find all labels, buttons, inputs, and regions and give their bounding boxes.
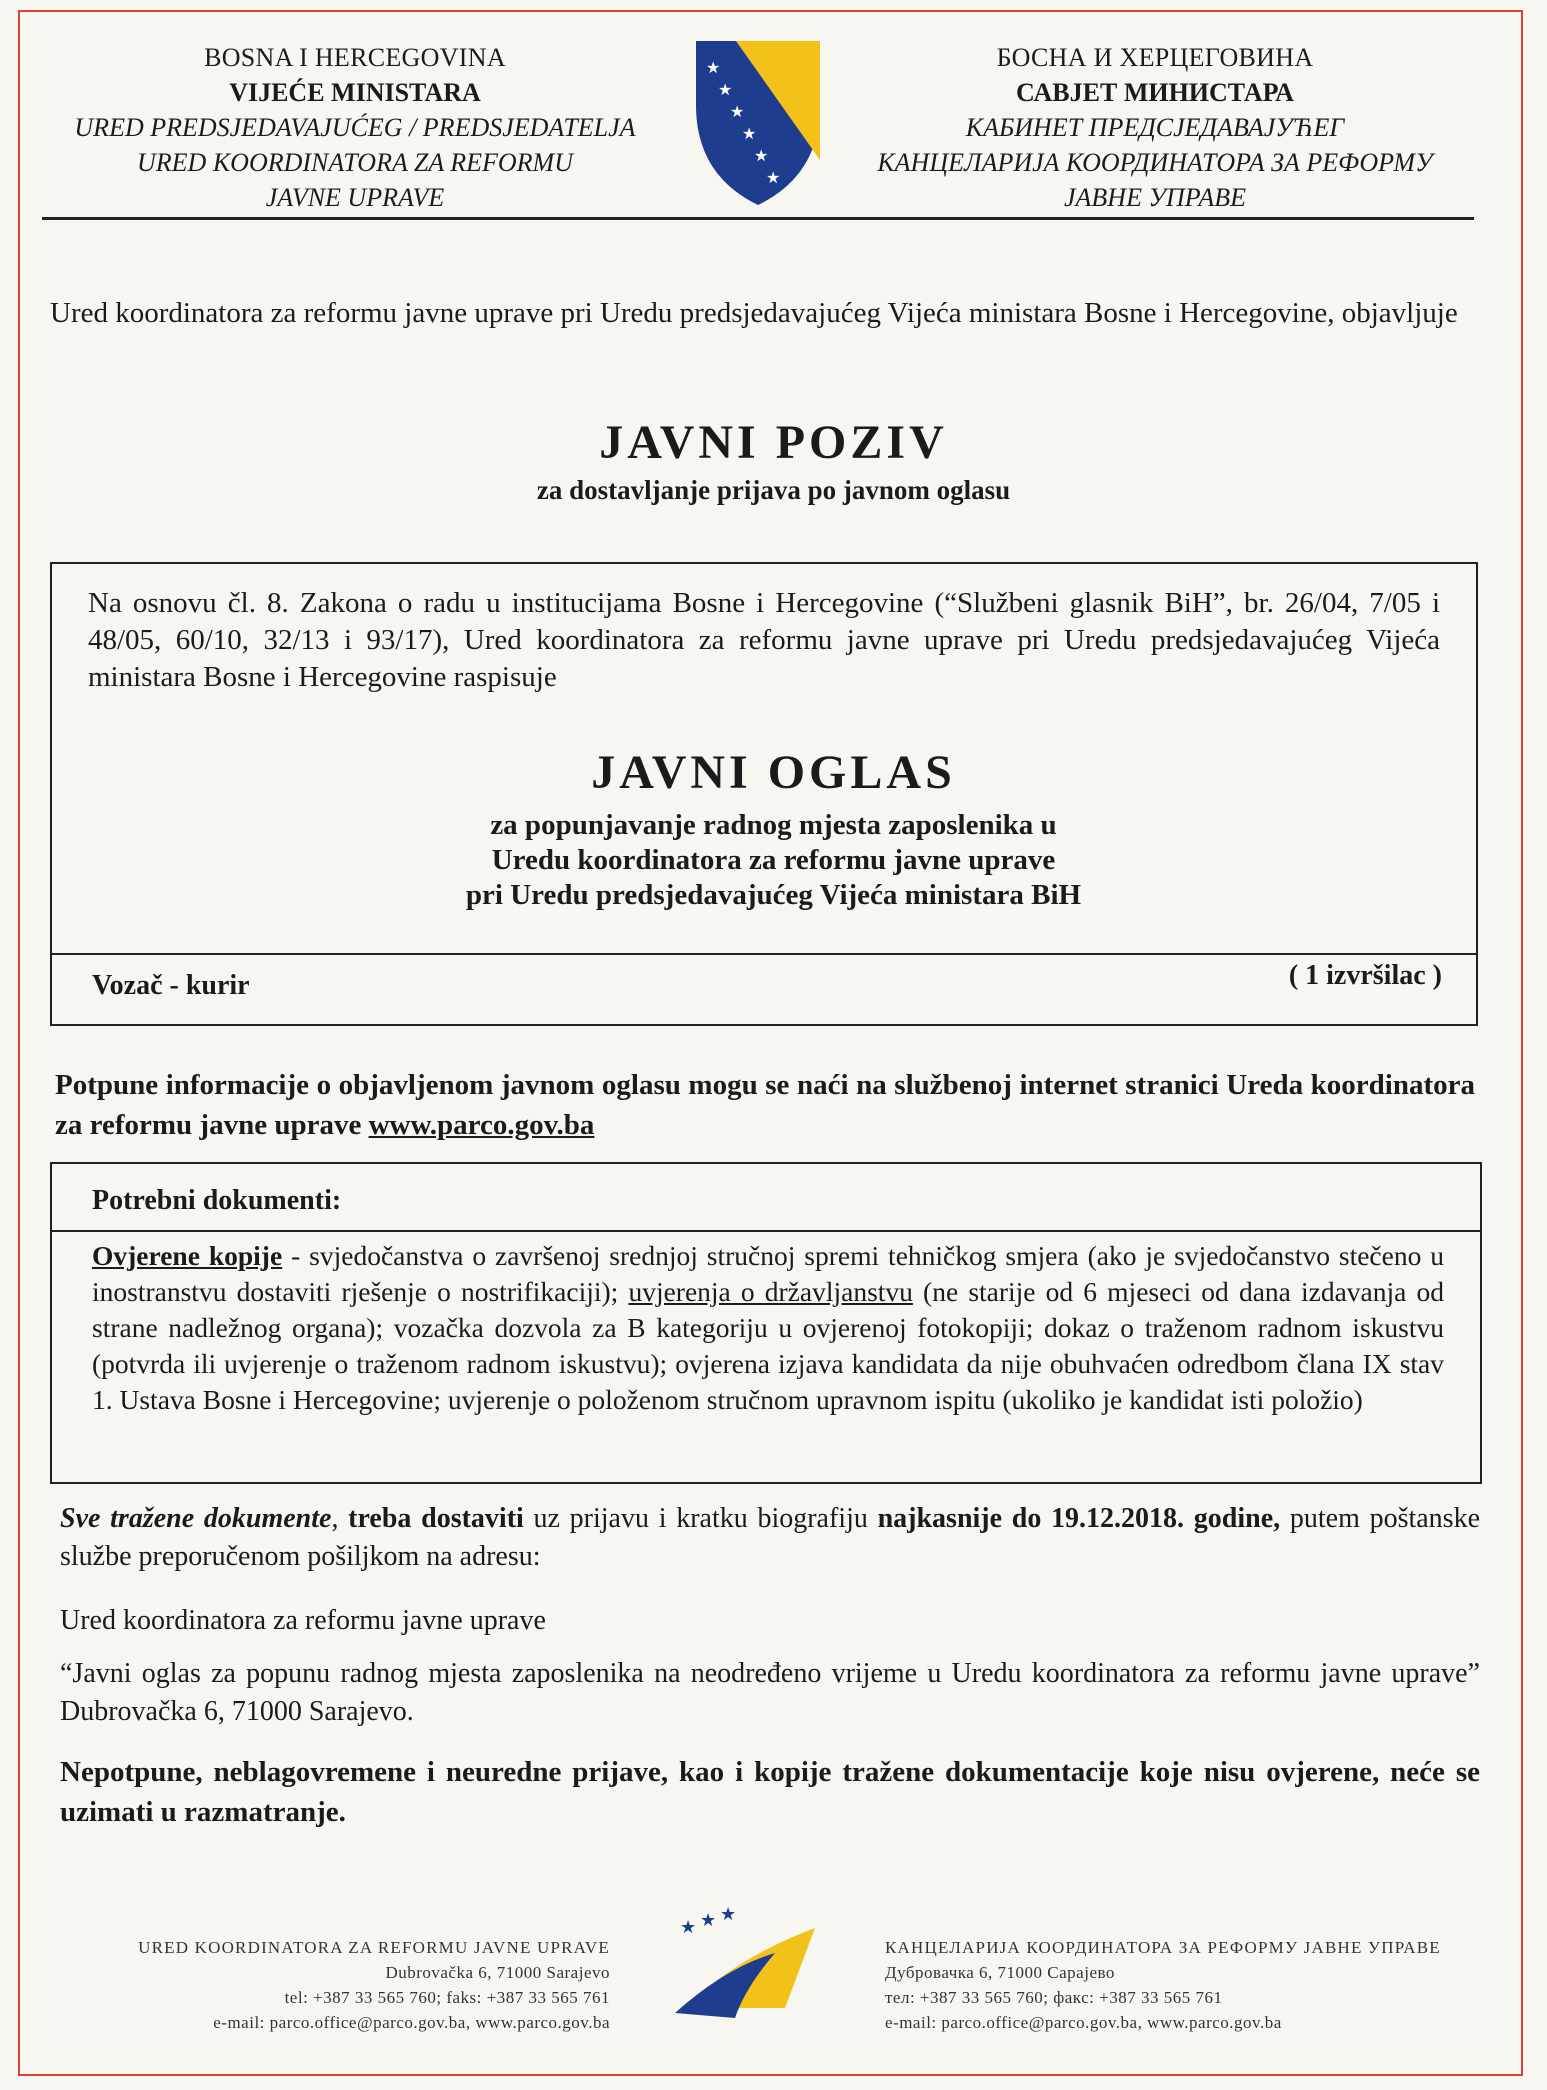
- footer-email-cyr: e-mail: parco.office@parco.gov.ba, www.parco.gov.ba: [885, 2013, 1282, 2032]
- documents-part-2: (ne starije od 6 mjeseci od dana izdavanja od strane nadležnog organa); vozačka dozvola za B kategoriju u ovjerenoj fotokopiji; dokaz o traženom radnom iskustvu (potvrda ili uvjerenje o traženom radnom iskustvu); ovjerena izjava kandidata da nije obuhvaćen odredbom člana IX stav 1. Ustava Bosne i Hercegovine; uvjerenje o položenom stručnom upravnom ispitu (ukoliko je kandidat isti položio): [92, 1276, 1444, 1415]
- office-name: URED PREDSJEDAVAJUĆEG / PREDSJEDATELJA: [74, 113, 636, 142]
- footer-address: Dubrovačka 6, 71000 Sarajevo: [385, 1963, 610, 1982]
- oglas-title: JAVNI OGLAS: [591, 746, 956, 799]
- coat-of-arms-icon: [688, 35, 828, 210]
- intro-text: Ured koordinatora za reformu javne uprave pri Uredu predsjedavajućeg Vijeća ministara Bosne i Hercegovine, objavljuje: [50, 297, 1458, 329]
- submission-t1: ,: [331, 1503, 349, 1534]
- documents-text: [92, 1238, 1444, 1418]
- submission-t3: putem poštanske službe preporučenom pošiljkom na adresu:: [60, 1503, 1480, 1572]
- documents-part-1: - svjedočanstva o završenoj srednjoj stručnoj spremi tehničkog smjera (ako je svjedočanstvo stečeno u inostranstvu dostaviti rješenje o nostrifikaciji);: [92, 1240, 1444, 1307]
- poziv-title: JAVNI POZIV: [599, 416, 948, 469]
- submission-deadline: najkasnije do 19.12.2018. godine,: [877, 1503, 1281, 1534]
- svg-text:★: ★: [730, 104, 745, 121]
- council-name-cyr: САВЈЕТ МИНИСТАРА: [1016, 78, 1294, 107]
- svg-text:★: ★: [754, 148, 769, 165]
- svg-text:★: ★: [718, 82, 733, 99]
- position-name: Vozač - kurir: [92, 970, 250, 1001]
- footer-cyrillic: [885, 1935, 1465, 2035]
- svg-text:★: ★: [742, 126, 757, 143]
- country-name-cyr: БОСНА И ХЕРЦЕГОВИНА: [996, 43, 1314, 72]
- coordinator-office-name-cyr-cont: ЈАВНЕ УПРАВЕ: [1064, 183, 1246, 212]
- coordinator-office-name-cont: JAVNE UPRAVE: [265, 183, 445, 212]
- warning-text: Nepotpune, neblagovremene i neuredne prijave, kao i kopije tražene dokumentacije koje nisu ovjerene, neće se uzimati u razmatranje.: [60, 1756, 1480, 1828]
- header-latin: [55, 40, 655, 215]
- oglas-subtitle-1: za popunjavanje radnog mjesta zaposlenika u: [490, 809, 1057, 841]
- info-text: [55, 1065, 1475, 1145]
- header-cyrillic: [845, 40, 1465, 215]
- oglas-subtitle-2: Uredu koordinatora za reformu javne uprave: [491, 844, 1056, 876]
- legal-basis-text: Na osnovu čl. 8. Zakona o radu u institucijama Bosne i Hercegovine (“Službeni glasnik BiH”, br. 26/04, 7/05 i 48/05, 60/10, 32/13 i 93/17), Ured koordinatora za reformu javne uprave pri Uredu predsjedavajućeg Vijeća ministara Bosne i Hercegovine raspisuje: [88, 587, 1440, 693]
- footer-office-title-cyr: КАНЦЕЛАРИЈА КООРДИНАТОРА ЗА РЕФОРМУ ЈАВНЕ УПРАВЕ: [885, 1938, 1441, 1957]
- svg-text:★: ★: [680, 1917, 697, 1937]
- svg-text:★: ★: [700, 1910, 717, 1930]
- submission-t2: uz prijavu i kratku biografiju: [523, 1503, 878, 1534]
- country-name: BOSNA I HERCEGOVINA: [204, 43, 506, 72]
- footer-phone: tel: +387 33 565 760; faks: +387 33 565 761: [284, 1988, 610, 2007]
- documents-box-divider: [50, 1230, 1482, 1232]
- oglas-subtitle-3: pri Uredu predsjedavajućeg Vijeća ministara BiH: [465, 879, 1082, 911]
- submission-text: [60, 1500, 1480, 1576]
- svg-text:★: ★: [706, 60, 721, 77]
- svg-text:★: ★: [766, 170, 781, 187]
- poziv-subtitle: za dostavljanje prijava po javnom oglasu: [536, 475, 1011, 505]
- address-line-2: “Javni oglas za popunu radnog mjesta zaposlenika na neodređeno vrijeme u Uredu koordinatora za reformu javne uprave” Dubrovačka 6, 71000 Sarajevo.: [60, 1658, 1480, 1727]
- council-name: VIJEĆE MINISTARA: [229, 78, 481, 107]
- footer-email: e-mail: parco.office@parco.gov.ba, www.parco.gov.ba: [213, 2013, 610, 2032]
- submission-b1: treba dostaviti: [348, 1503, 524, 1534]
- website-link[interactable]: www.parco.gov.ba: [368, 1109, 595, 1141]
- footer-phone-cyr: тел: +387 33 565 760; факс: +387 33 565 761: [885, 1988, 1223, 2007]
- header-divider: [42, 217, 1474, 220]
- submission-lead: Sve tražene dokumente: [60, 1503, 332, 1534]
- footer-address-cyr: Дубровачка 6, 71000 Сарајево: [885, 1963, 1115, 1982]
- position-count: ( 1 izvršilac ): [1288, 960, 1442, 991]
- address-line-1: Ured koordinatora za reformu javne uprave: [60, 1605, 546, 1636]
- svg-text:★: ★: [720, 1904, 737, 1924]
- documents-citizenship: uvjerenja o državljanstvu: [628, 1276, 913, 1307]
- info-sentence: Potpune informacije o objavljenom javnom oglasu mogu se naći na službenoj internet stranici Ureda koordinatora za reformu javne uprave: [55, 1069, 1475, 1141]
- oglas-box-divider: [50, 953, 1478, 955]
- parco-logo-icon: [665, 1898, 825, 2023]
- footer-office-title: URED KOORDINATORA ZA REFORMU JAVNE UPRAVE: [138, 1938, 610, 1957]
- footer-latin: [60, 1935, 610, 2035]
- documents-title: Potrebni dokumenti:: [92, 1185, 342, 1216]
- coordinator-office-name: URED KOORDINATORA ZA REFORMU: [137, 148, 573, 177]
- office-name-cyr: КАБИНЕТ ПРЕДСЈЕДАВАЈУЋЕГ: [965, 113, 1345, 142]
- coordinator-office-name-cyr: КАНЦЕЛАРИЈА КООРДИНАТОРА ЗА РЕФОРМУ: [877, 148, 1433, 177]
- documents-lead: Ovjerene kopije: [92, 1240, 283, 1271]
